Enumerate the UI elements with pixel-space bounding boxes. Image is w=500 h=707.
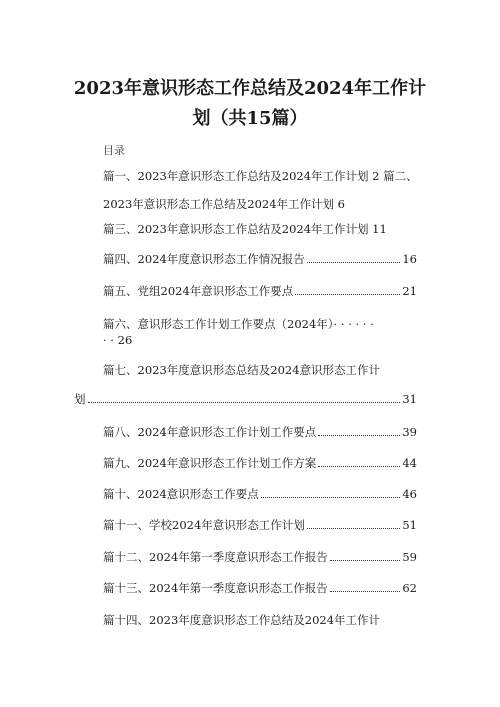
toc-page-number: 31 bbox=[402, 392, 417, 406]
toc-entry-9[interactable] bbox=[103, 455, 417, 471]
dot-leader bbox=[318, 435, 400, 436]
toc-heading: 目录 bbox=[103, 144, 125, 157]
toc-page-number: 51 bbox=[402, 518, 417, 532]
toc-entry-12[interactable] bbox=[103, 549, 417, 565]
toc-page-number: 62 bbox=[402, 581, 417, 595]
title-line-2: 划（共15篇） bbox=[192, 108, 308, 129]
toc-entry-14[interactable]: 篇十四、2023年度意识形态工作总结及2024年工作计 bbox=[103, 613, 381, 627]
toc-entry-label: 划 bbox=[74, 392, 86, 406]
dot-leader bbox=[307, 528, 401, 529]
toc-entry-6[interactable]: 篇六、意识形态工作计划工作要点（2024年）· · · · · · bbox=[103, 317, 374, 331]
toc-entry-label: 篇四、2024年度意识形态工作情况报告 bbox=[103, 252, 305, 266]
toc-entry-10[interactable] bbox=[103, 486, 417, 502]
toc-entry-label: 篇八、2024年意识形态工作计划工作要点 bbox=[103, 425, 317, 439]
toc-entry-5[interactable] bbox=[103, 283, 417, 299]
dot-leader bbox=[330, 560, 401, 561]
toc-page-number: 59 bbox=[402, 550, 417, 564]
toc-entry-label: 篇九、2024年意识形态工作计划工作方案 bbox=[103, 456, 317, 470]
toc-entry-label: 篇五、党组2024年意识形态工作要点 bbox=[103, 284, 294, 298]
toc-page-number: 21 bbox=[402, 284, 417, 298]
toc-entry-label: 篇十二、2024年第一季度意识形态工作报告 bbox=[103, 550, 328, 564]
toc-page-number: 16 bbox=[402, 252, 417, 266]
toc-entry-13[interactable] bbox=[103, 580, 417, 596]
toc-entry-1[interactable]: 篇一、2023年意识形态工作总结及2024年工作计划 2 篇二、 bbox=[103, 169, 418, 183]
toc-entry-8[interactable] bbox=[103, 424, 417, 440]
toc-page-number: 44 bbox=[402, 456, 417, 470]
document-title bbox=[40, 74, 460, 134]
title-line-1: 2023年意识形态工作总结及2024年工作计 bbox=[73, 78, 427, 99]
toc-entry-7-cont[interactable] bbox=[74, 391, 417, 407]
toc-page-number: 39 bbox=[402, 425, 417, 439]
toc-page-number: 46 bbox=[402, 487, 417, 501]
dot-leader bbox=[295, 294, 400, 295]
toc-entry-7[interactable]: 篇七、2023年度意识形态总结及2024意识形态工作计 bbox=[103, 363, 381, 377]
dot-leader bbox=[330, 591, 401, 592]
toc-entry-6-cont[interactable]: · · 26 bbox=[103, 333, 133, 347]
toc-entry-11[interactable] bbox=[103, 517, 417, 533]
dot-leader bbox=[261, 497, 401, 498]
toc-entry-3[interactable]: 篇三、2023年意识形态工作总结及2024年工作计划 11 bbox=[103, 222, 387, 236]
toc-entry-label: 篇十、2024意识形态工作要点 bbox=[103, 487, 259, 501]
toc-entry-label: 篇十三、2024年第一季度意识形态工作报告 bbox=[103, 581, 328, 595]
dot-leader bbox=[307, 262, 401, 263]
toc-entry-label: 篇十一、学校2024年意识形态工作计划 bbox=[103, 518, 305, 532]
dot-leader bbox=[88, 402, 401, 403]
toc-entry-4[interactable] bbox=[103, 251, 417, 267]
toc-entry-2[interactable]: 2023年意识形态工作总结及2024年工作计划 6 bbox=[103, 197, 346, 211]
dot-leader bbox=[318, 466, 400, 467]
